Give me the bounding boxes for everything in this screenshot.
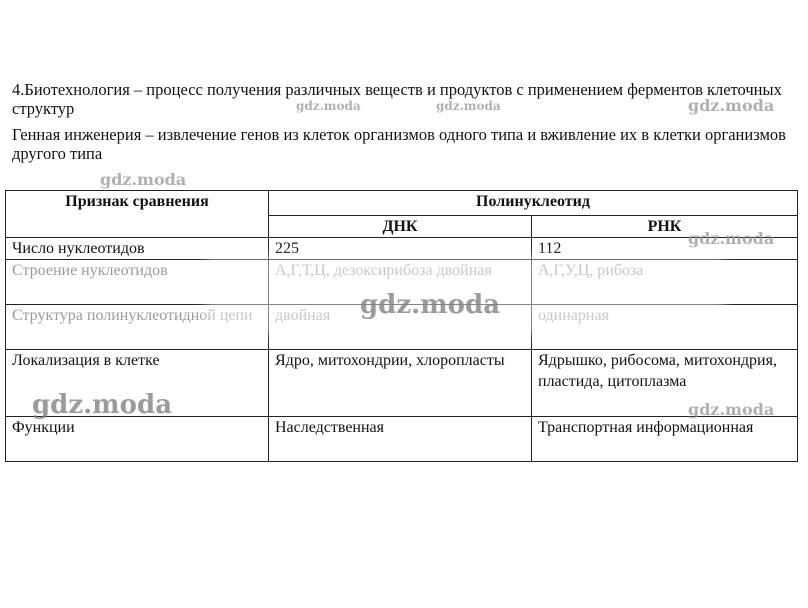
table-row [6, 417, 798, 462]
row-dna: двойная [269, 305, 532, 350]
row-feature: Число нуклеотидов [6, 238, 269, 260]
row-rna: А,Г,У,Ц, рибоза [532, 260, 798, 305]
watermark: gdz.moda [688, 96, 775, 115]
row-rna: 112 [532, 238, 798, 260]
header-polynucleotide: Полинуклеотид [269, 191, 798, 216]
row-dna: 225 [269, 238, 532, 260]
watermark: gdz.moda [100, 170, 187, 189]
row-dna: Ядро, митохондрии, хлоропласты [269, 350, 532, 417]
row-feature: Строение нуклеотидов [6, 260, 269, 305]
biotechnology-definition: 4.Биотехнология – процесс получения различных веществ и продуктов с применением ферментов клеточных структур [12, 80, 782, 118]
genetic-engineering-definition: Генная инженерия – извлечение генов из клеток организмов одного типа и вживление их в клетки организмов другого типа [12, 125, 786, 163]
watermark: gdz.moda [688, 400, 775, 419]
watermark: gdz.moda [436, 99, 501, 113]
watermark: gdz.moda [296, 99, 361, 113]
header-rna: РНК [532, 216, 798, 238]
header-feature: Признак сравнения [6, 191, 269, 238]
row-feature: Функции [6, 417, 269, 462]
row-rna: Ядрышко, рибосома, митохондрия, пластида, цитоплазма [532, 350, 798, 417]
row-dna: А,Г,Т,Ц, дезоксирибоза двойная [269, 260, 532, 305]
table-header-row [6, 191, 798, 216]
table-row [6, 350, 798, 417]
watermark: gdz.moda [360, 290, 501, 320]
header-dna: ДНК [269, 216, 532, 238]
watermark: gdz.moda [32, 390, 173, 420]
row-feature: Локализация в клетке [6, 350, 269, 417]
row-rna: Транспортная информационная [532, 417, 798, 462]
row-dna: Наследственная [269, 417, 532, 462]
blur-overlay [205, 255, 725, 335]
row-rna: одинарная [532, 305, 798, 350]
row-feature: Структура полинуклеотидной цепи [6, 305, 269, 350]
watermark: gdz.moda [688, 229, 775, 248]
